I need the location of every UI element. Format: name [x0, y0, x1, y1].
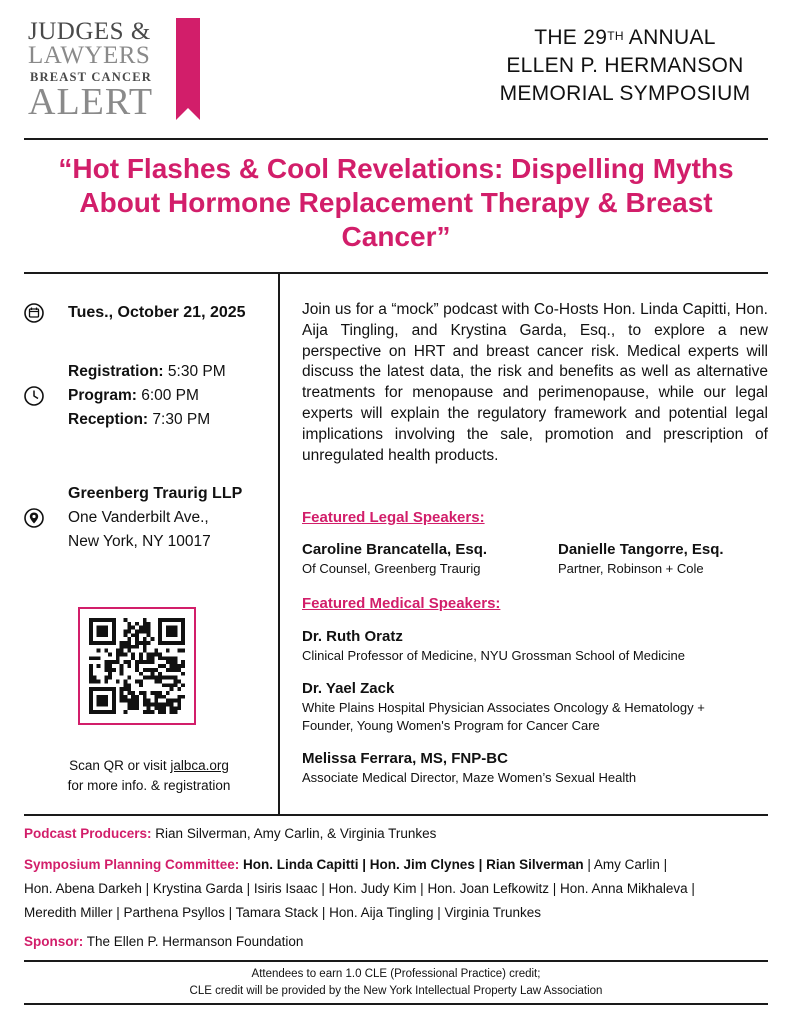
medical-speaker-2 [302, 680, 768, 735]
scan-line-2: for more info. & registration [67, 778, 231, 793]
logo-line-alert: ALERT [28, 81, 154, 123]
podcast-producers: Podcast Producers: Rian Silverman, Amy Carlin, & Virginia Trunkes [24, 826, 437, 841]
medical-speaker-1 [302, 628, 768, 665]
cle-line-1: Attendees to earn 1.0 CLE (Professional Practice) credit; [251, 968, 541, 980]
symposium-line-1: THE 29TH ANNUAL [534, 26, 716, 49]
registration-link[interactable]: jalbca.org [170, 758, 229, 773]
legal-speaker-1 [302, 541, 487, 578]
medical-speaker-3 [302, 750, 768, 787]
committee-line-1: Symposium Planning Committee: Hon. Linda Capitti | Hon. Jim Clynes | Rian Silverman | Amy Carlin | [24, 857, 668, 872]
speaker-role-line-2: Founder, Young Women's Program for Cancer Care [302, 718, 600, 733]
event-venue [68, 482, 242, 554]
event-description: Join us for a “mock” podcast with Co-Hosts Hon. Linda Capitti, Hon. Aija Tingling, and Krystina Garda, Esq., to explore a new perspective on HRT and breast cancer risk. Medical experts will discuss the latest data, the risk and benefits as well as alternative treatments for menopause and perimenopause, while our legal experts will explain the regulatory framework and potential legal implications involving the sale, promotion and prescription of unregulated health products. [302, 301, 768, 464]
time-program: Program: 6:00 PM [68, 387, 199, 404]
medical-speakers-heading: Featured Medical Speakers: [302, 595, 501, 612]
planning-committee [24, 855, 768, 923]
divider-cle-top [24, 960, 768, 962]
venue-address-line-2: New York, NY 10017 [68, 533, 211, 550]
speaker-role: Of Counsel, Greenberg Traurig [302, 561, 481, 576]
speaker-role: White Plains Hospital Physician Associates Oncology & Hematology + [302, 700, 705, 715]
time-reception: Reception: 7:30 PM [68, 411, 211, 428]
logo-line-judges: JUDGES & [28, 18, 151, 45]
divider-cle-bottom [24, 1003, 768, 1005]
scan-line-1: Scan QR or visit jalbca.org [69, 758, 229, 773]
speaker-name: Dr. Yael Zack [302, 680, 395, 697]
symposium-heading [485, 24, 765, 108]
symposium-line-2: ELLEN P. HERMANSON [506, 54, 744, 77]
speaker-role: Associate Medical Director, Maze Women’s Sexual Health [302, 770, 637, 785]
calendar-icon [24, 303, 44, 323]
scan-instructions [24, 756, 274, 796]
time-registration: Registration: 5:30 PM [68, 363, 226, 380]
event-date: Tues., October 21, 2025 [68, 304, 246, 321]
qr-code-frame[interactable] [78, 607, 196, 725]
sponsor: Sponsor: The Ellen P. Hermanson Foundation [24, 934, 304, 949]
speaker-name: Danielle Tangorre, Esq. [558, 541, 724, 558]
speaker-role: Clinical Professor of Medicine, NYU Grossman School of Medicine [302, 648, 685, 663]
venue-address-line-1: One Vanderbilt Ave., [68, 509, 209, 526]
logo-line-breast-cancer: BREAST CANCER [30, 70, 152, 84]
qr-code[interactable] [89, 618, 185, 714]
logo-line-lawyers: LAWYERS [28, 42, 151, 69]
logo [28, 18, 204, 122]
clock-icon [24, 386, 44, 406]
legal-speakers-heading: Featured Legal Speakers: [302, 509, 485, 526]
symposium-line-3: MEMORIAL SYMPOSIUM [499, 82, 751, 105]
speaker-role: Partner, Robinson + Cole [558, 561, 704, 576]
committee-line-3: Meredith Miller | Parthena Psyllos | Tamara Stack | Hon. Aija Tingling | Virginia Trunkes [24, 905, 542, 920]
qr-modules [89, 618, 185, 714]
location-pin-icon [24, 508, 44, 528]
cle-line-2: CLE credit will be provided by the New York Intellectual Property Law Association [189, 985, 603, 997]
venue-name: Greenberg Traurig LLP [68, 485, 243, 502]
speaker-name: Dr. Ruth Oratz [302, 628, 403, 645]
event-times [68, 360, 226, 432]
legal-speaker-2 [558, 541, 724, 578]
committee-line-2: Hon. Abena Darkeh | Krystina Garda | Isiris Isaac | Hon. Judy Kim | Hon. Joan Lefkowitz | Hon. Anna Mikhaleva | [24, 881, 695, 896]
ribbon-icon [176, 18, 200, 120]
column-divider [278, 274, 280, 814]
speaker-name: Melissa Ferrara, MS, FNP-BC [302, 750, 508, 767]
speaker-name: Caroline Brancatella, Esq. [302, 541, 488, 558]
cle-notice [24, 966, 768, 1000]
divider-bottom [24, 814, 768, 816]
divider-title [24, 272, 768, 274]
event-title: “Hot Flashes & Cool Revelations: Dispelling Myths About Hormone Replacement Therapy & Breast Cancer” [58, 153, 734, 252]
divider-top [24, 138, 768, 140]
